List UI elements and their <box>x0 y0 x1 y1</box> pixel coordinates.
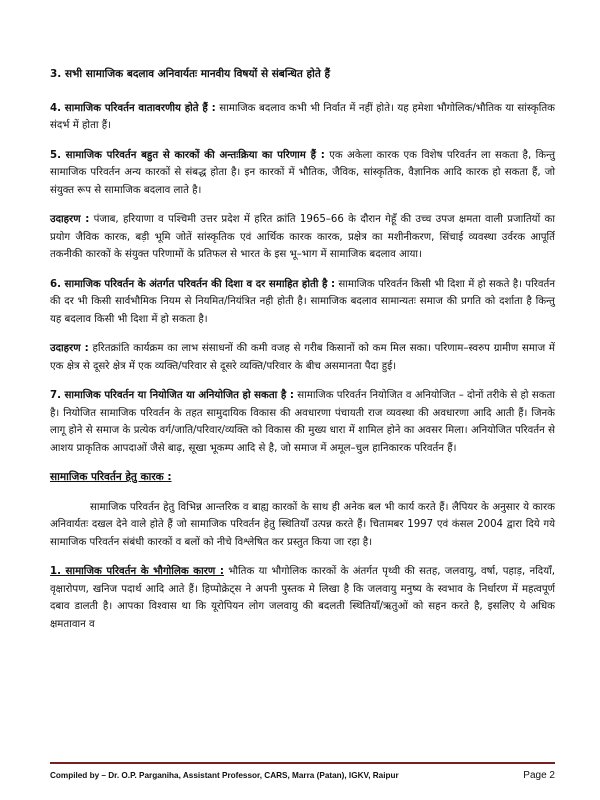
factor-1-text: भौतिक या भौगोलिक कारकों के अंतर्गत पृथ्वी की सतह, जलवायु, वर्षा, पहाड़, नदियॉं, वृक्षारोपण, खनिज पदार्थ आदि आते हैं। हिप्पोक्रेट्स ने अपनी पुस्तक मे लिखा है कि जलवायु मनुष्य के स्वभाव के निर्धारण में महत्वपूर्ण दबाव डालती है। आपका विश्वास था कि यूरोपियन लोग जलवायु की बदलती स्थितियॉं/ऋतुओं को सहन करते है, इसलिए ये अधिक क्षमतावान व <box>50 566 555 630</box>
point-5-text: एक अकेला कारक एक विशेष परिवर्तन ला सकता है, किन्तु सामाजिक परिवर्तन अन्य कारकों से संबद्ध होता है। इन कारकों में भौतिक, जैविक, सांस्कृतिक, वैज्ञानिक आदि कारक हो सकता हैं, जो संयुक्त रूप से सामाजिक बदलाव लाते है। <box>50 149 556 196</box>
factor-1-paragraph <box>50 563 555 633</box>
example-1-paragraph <box>50 211 555 264</box>
point-6-text: सामाजिक परिवर्तन किसी भी दिशा में हो सकते है। परिवर्तन की दर भी किसी सार्वभौमिक नियम से नियमित/नियंत्रित नही होती है। सामाजिक बदलाव सामान्यतः समाज की प्रगति को दर्शाता है किन्तु यह बदलाव किसी भी दिशा में हो सकता है। <box>50 278 555 325</box>
example-2-label: उदाहरण : <box>50 343 89 354</box>
point-5-heading: 5. सामाजिक परिवर्तन बहुत से कारकों की अन्तःक्रिया का परिणाम हैं : <box>50 149 325 161</box>
point-4-paragraph <box>50 100 555 135</box>
document-body <box>50 66 555 645</box>
section-intro: सामाजिक परिवर्तन हेतु विभिन्न आन्तरिक व बाह्य कारकों के साथ ही अनेक बल भी कार्य करते हैं। लैपियर के अनुसार ये कारक अनिवार्यतः दखल देने वाले होते हैं जो सामाजिक परिवर्तन हेतु स्थितियॉं उत्पन्न करते हैं। चितामबर 1997 एवं कंसल 2004 द्वारा दिये गये सामाजिक परिवर्तन संबंधी कारकों व बलों को नीचे विश्लेषित कर प्रस्तुत किया जा रहा है। <box>50 501 555 548</box>
example-2-paragraph <box>50 340 555 375</box>
point-5-paragraph <box>50 147 555 200</box>
example-2-text: हरितक्रांति कार्यक्रम का लाभ संसाधनों की कमी वजह से गरीब किसानों को कम मिल सका। परिणाम–स्वरुप ग्रामीण समाज में एक क्षेत्र से दूसरे क्षेत्र में एक व्यक्ति/परिवार से दूसरे व्यक्ति/परिवार के बीच असमानता पैदा हुई। <box>50 343 555 372</box>
point-7-paragraph <box>50 387 555 457</box>
example-1-text: पंजाब, हरियाणा व पश्चिमी उत्तर प्रदेश में हरित क्रांति 1965–66 के दौरान गेहूँ की उच्च उपज क्षमता वाली प्रजातियों का प्रयोग जैविक कारक, बड़ी भूमि जोतें सांस्कृतिक एवं आर्थिक कारक कारक, प्रक्षेत्र का मशीनीकरण, सिंचाई व्यवस्था उर्वरक आपूर्ति तकनीकी कारकों के संयुक्त परिणामों के प्रतिफल से भारत के इस भू–भाग में सामाजिक बदलाव आया। <box>50 214 555 260</box>
point-7-heading: 7. सामाजिक परिवर्तन या नियोजित या अनियोजित हो सकता है : <box>50 390 294 401</box>
example-1-label: उदाहरण : <box>50 214 90 225</box>
page-number: Page 2 <box>523 770 555 781</box>
point-4-text: सामाजिक बदलाव कभी भी निर्वात में नहीं होते। यह हमेशा भौगोलिक/भौतिक या सांस्कृतिक संदर्भ में होता हैं। <box>50 102 555 131</box>
page-footer <box>50 762 555 781</box>
factor-1-heading: 1. सामाजिक परिवर्तन के भौगोलिक कारण : <box>50 566 224 577</box>
point-6-heading: 6. सामाजिक परिवर्तन के अंतर्गत परिवर्तन की दिशा व दर समाहित होती है : <box>50 278 336 290</box>
point-3-heading: 3. सभी सामाजिक बदलाव अनिवार्यतः मानवीय विषयों से संबन्धित होते हैं <box>50 68 331 80</box>
point-4-heading: 4. सामाजिक परिवर्तन वातावरणीय होते हैं : <box>50 102 216 114</box>
footer-credit: Compiled by – Dr. O.P. Parganiha, Assistant Professor, CARS, Marra (Patan), IGKV, Raipur <box>50 771 399 780</box>
section-title: सामाजिक परिवर्तन हेतु कारक : <box>50 471 172 483</box>
point-7-text: सामाजिक परिवर्तन नियोजित व अनियोजित – दोनों तरीके से हो सकता है। नियोजित सामाजिक परिवर्तन के तहत सामुदायिक विकास की अवधारणा पंचायती राज व्यवस्था की अवधारणा आदि आती हैं। जिनके लागू होने से समाज के प्रत्येक वर्ग/जाति/परिवार/व्यक्ति को विकास की मुख्य धारा में शामिल होने का अवसर मिला। अनियोजित परिवर्तन से आशय प्राकृतिक आपदाओं जैसे बाढ़, सूखा भूकम्प आदि से है, जो समाज में अमूल–चुल हानिकारक परिवर्तन हैं। <box>50 390 555 454</box>
point-6-paragraph <box>50 276 555 329</box>
